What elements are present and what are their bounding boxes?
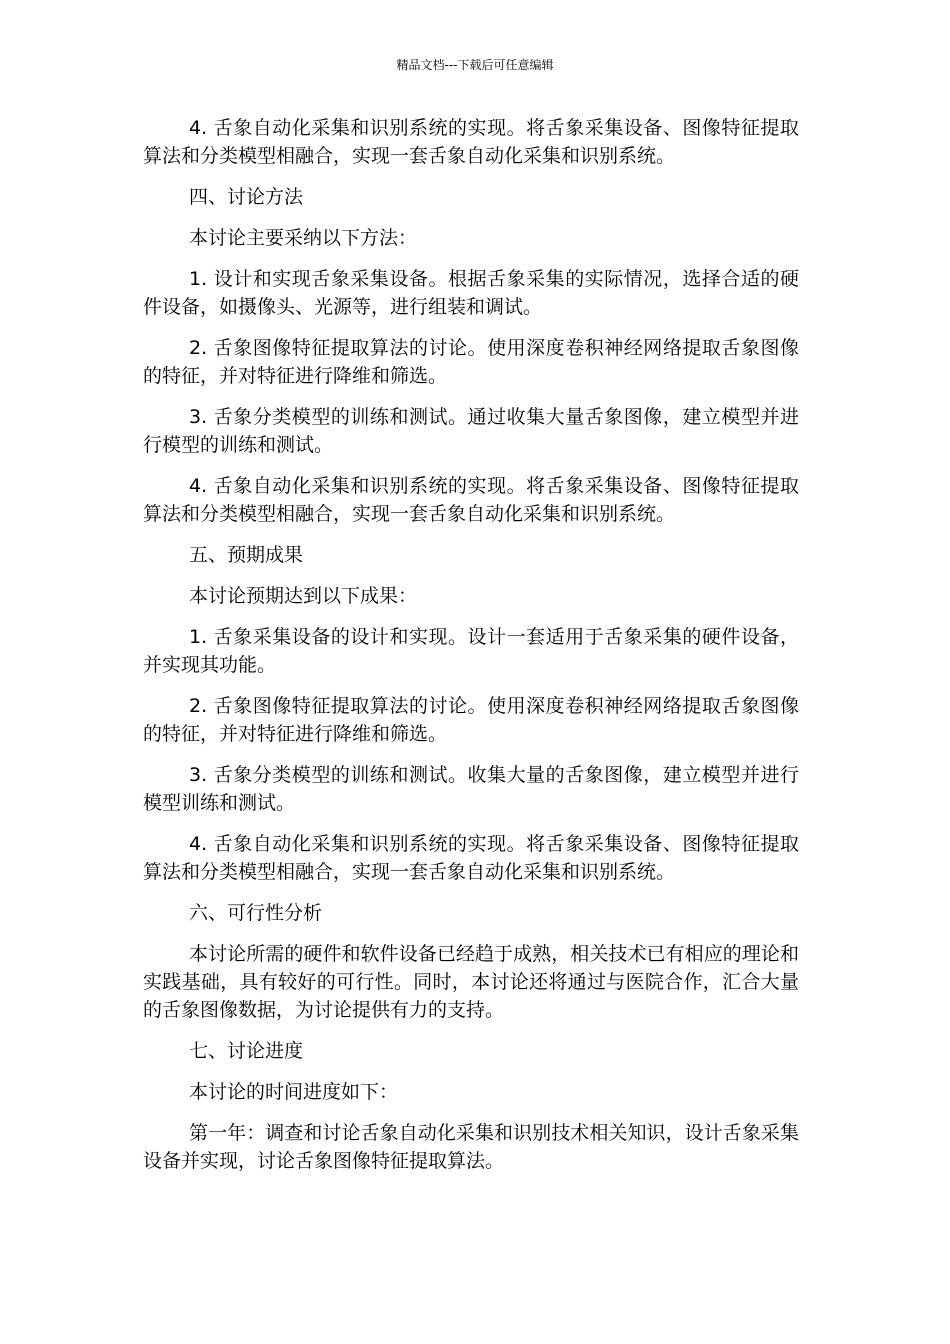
paragraph-progress-year-1: 第一年：调查和讨论舌象自动化采集和识别技术相关知识，设计舌象采集设备并实现，讨论舌象图像特征提取算法。 <box>143 1122 799 1172</box>
page-header: 精品文档---下载后可任意编辑 <box>396 58 554 72</box>
paragraph-method-3: 3. 舌象分类模型的训练和测试。通过收集大量舌象图像，建立模型并进行模型的训练和测试。 <box>143 406 799 456</box>
document-body <box>143 114 799 1188</box>
paragraph-method-4: 4. 舌象自动化采集和识别系统的实现。将舌象采集设备、图像特征提取算法和分类模型相融合，实现一套舌象自动化采集和识别系统。 <box>143 475 799 525</box>
paragraph-outcome-2: 2. 舌象图像特征提取算法的讨论。使用深度卷积神经网络提取舌象图像的特征，并对特征进行降维和筛选。 <box>143 695 799 745</box>
section-heading-methods: 四、讨论方法 <box>189 186 304 208</box>
section-heading-outcomes: 五、预期成果 <box>189 544 304 566</box>
paragraph-outcome-1: 1. 舌象采集设备的设计和实现。设计一套适用于舌象采集的硬件设备，并实现其功能。 <box>143 626 799 676</box>
paragraph-outcome-3: 3. 舌象分类模型的训练和测试。收集大量的舌象图像，建立模型并进行模型训练和测试。 <box>143 764 799 814</box>
paragraph-method-1: 1. 设计和实现舌象采集设备。根据舌象采集的实际情况，选择合适的硬件设备，如摄像头、光源等，进行组装和调试。 <box>143 268 799 318</box>
paragraph-method-2: 2. 舌象图像特征提取算法的讨论。使用深度卷积神经网络提取舌象图像的特征，并对特征进行降维和筛选。 <box>143 337 799 387</box>
section-heading-progress: 七、讨论进度 <box>189 1040 304 1062</box>
paragraph-outcome-4: 4. 舌象自动化采集和识别系统的实现。将舌象采集设备、图像特征提取算法和分类模型相融合，实现一套舌象自动化采集和识别系统。 <box>143 833 799 883</box>
paragraph-outcomes-intro: 本讨论预期达到以下成果： <box>189 585 418 607</box>
paragraph-feasibility: 本讨论所需的硬件和软件设备已经趋于成熟，相关技术已有相应的理论和实践基础，具有较好的可行性。同时，本讨论还将通过与医院合作，汇合大量的舌象图像数据，为讨论提供有力的支持。 <box>143 943 799 1021</box>
section-heading-feasibility: 六、可行性分析 <box>189 902 323 924</box>
paragraph-methods-intro: 本讨论主要采纳以下方法： <box>189 227 418 249</box>
paragraph-item-4-system: 4. 舌象自动化采集和识别系统的实现。将舌象采集设备、图像特征提取算法和分类模型相融合，实现一套舌象自动化采集和识别系统。 <box>143 117 799 167</box>
paragraph-progress-intro: 本讨论的时间进度如下： <box>189 1081 399 1103</box>
